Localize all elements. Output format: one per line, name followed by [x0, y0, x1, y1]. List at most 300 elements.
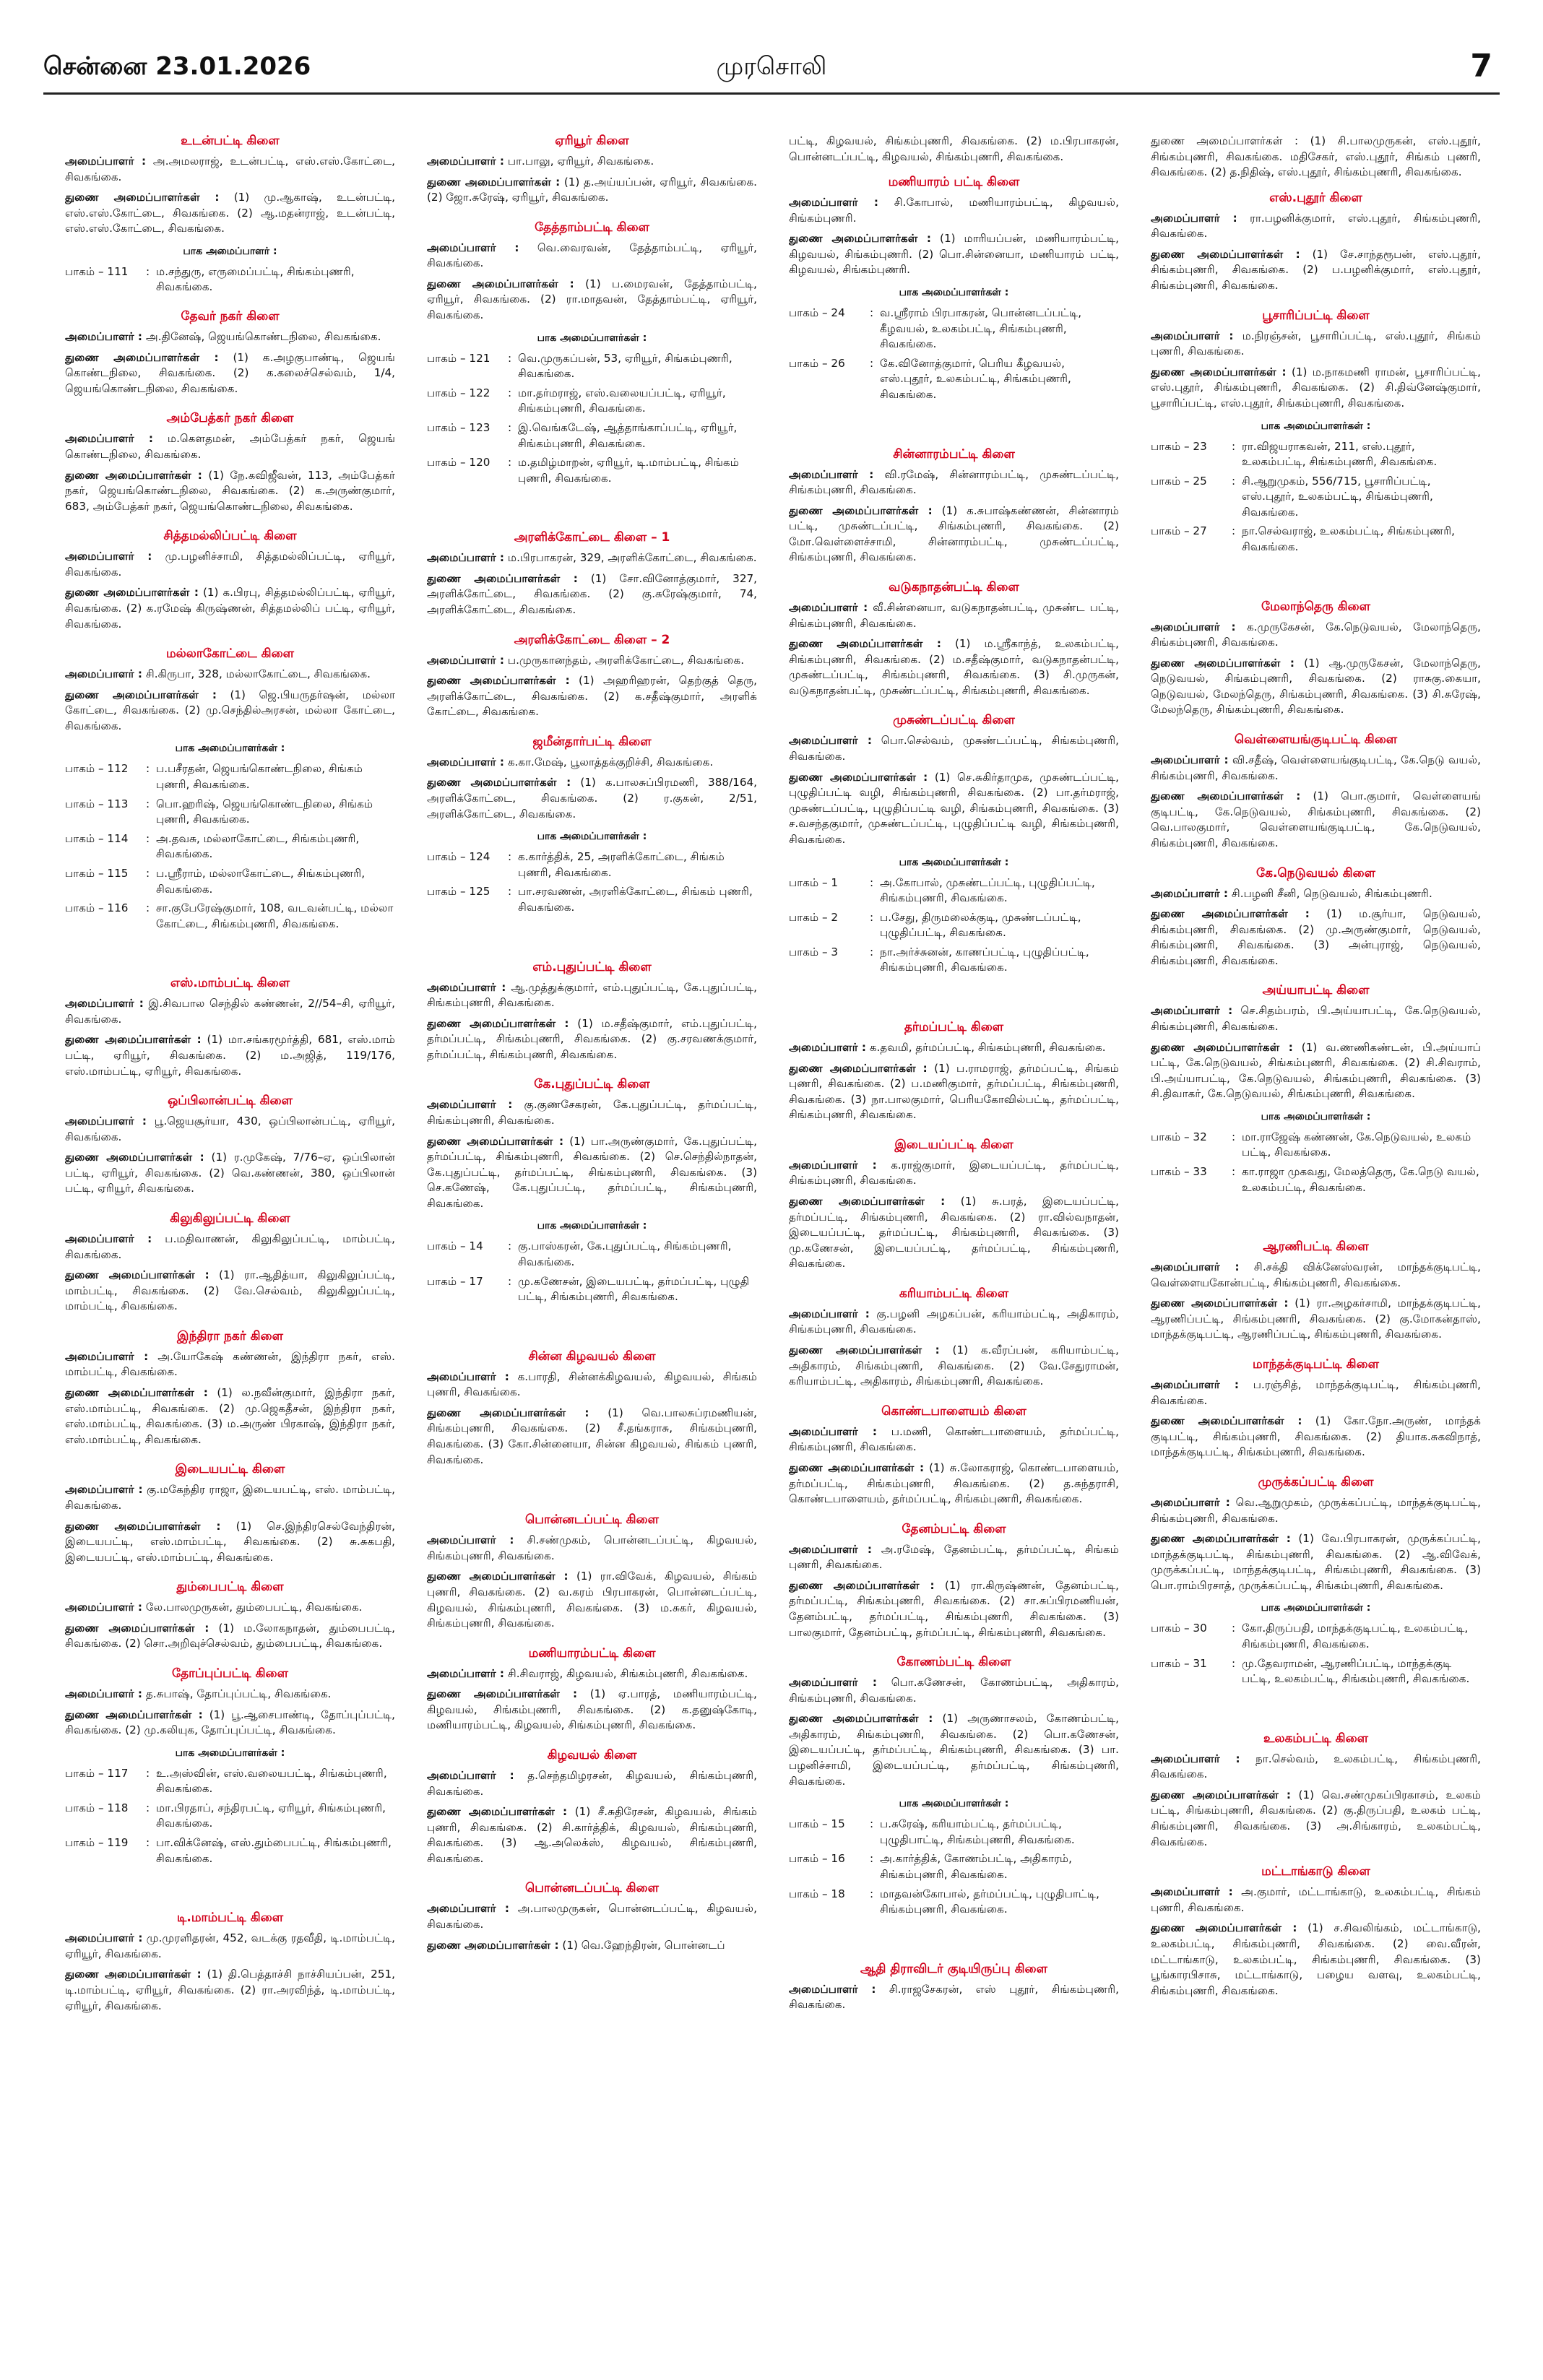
part-row: [1151, 1164, 1481, 1195]
part-colon: :: [508, 351, 512, 365]
deputies-entry: [427, 1687, 757, 1734]
part-organiser: மு.தேவராமன், ஆரணிப்பட்டி, மாந்தக்குடி பட்டி, உலகம்பட்டி, சிங்கம்புணரி, சிவகங்கை.: [1242, 1656, 1470, 1686]
deputies-label: துணை அமைப்பாளர்கள் :: [789, 770, 928, 784]
deputies-entry: [1151, 1531, 1481, 1593]
part-colon: :: [146, 264, 150, 278]
parts-heading: பாக அமைப்பாளர்கள் :: [1261, 1602, 1371, 1614]
branch-title: மல்லாகோட்டை கிளை: [165, 646, 295, 662]
branch-block: [1151, 866, 1481, 974]
deputies-names: (1) செ.இந்திரசெல்வேந்திரன், இடையபட்டி, எஸ்.மாம்பட்டி, சிவகங்கை. (2) சு.சுகபதி, இடையபட்டி, எஸ்.மாம்பட்டி, சிவகங்கை.: [65, 1519, 395, 1564]
branch-title: அம்பேத்கர் நகர் கிளை: [166, 411, 294, 426]
branch-block: [427, 735, 757, 919]
deputies-names: (1) ம.நாகமணி ராமன், பூசாரிப்பட்டி, எஸ்.புதூர், சிங்கம்புணரி, சிவகங்கை. (2) சி.திவ்னேஷ்குமார், பூசாரிப்பட்டி, எஸ்.புதூர், சிங்கம்புணரி, சிவகங்கை.: [1151, 365, 1481, 410]
secretary-entry: [789, 467, 1119, 498]
branch-title: அய்யாபட்டி கிளை: [1262, 983, 1370, 998]
secretary-label: அமைப்பாளர் :: [427, 653, 505, 667]
deputies-entry: [427, 571, 757, 618]
secretary-entry: [789, 1982, 1119, 2013]
deputies-entry: [1151, 656, 1481, 718]
branch-block: [65, 1462, 395, 1570]
part-row: [789, 1887, 1119, 1918]
secretary-name: சி.சிவராஜ், கிழவயல், சிங்கம்புணரி, சிவகங்கை.: [507, 1666, 748, 1680]
branch-block: [789, 175, 1119, 406]
masthead-rule: [43, 92, 1500, 95]
branch-block: [65, 1666, 395, 1870]
branch-title: ஒப்பிலான்பட்டி கிளை: [168, 1094, 293, 1109]
part-colon: :: [146, 1836, 150, 1850]
secretary-entry: [789, 1040, 1119, 1056]
part-organiser: மாதவன்கோபால், தர்மப்பட்டி, புழுதிபாட்டி, சிங்கம்புணரி, சிவகங்கை.: [880, 1887, 1099, 1916]
secretary-name: ப.மணி, கொண்டபாளையம், தர்மப்பட்டி, சிங்கம்புணரி, சிவகங்கை.: [789, 1424, 1119, 1454]
secretary-name: சி.பழனி சீனி, நெடுவயல், சிங்கம்புணரி.: [1231, 886, 1432, 900]
deputies-label: துணை அமைப்பாளர்கள் :: [65, 1151, 204, 1164]
branch-title: தேவர் நகர் கிளை: [181, 309, 280, 324]
deputies-entry: [427, 1134, 757, 1212]
deputies-entry: [1151, 247, 1481, 294]
secretary-label: அமைப்பாளர் :: [789, 1542, 872, 1556]
branch-title: ஆதி திராவிடர் குடியிருப்பு கிளை: [860, 1961, 1047, 1976]
branch-title: சின்ன கிழவயல் கிளை: [528, 1349, 656, 1364]
part-organiser: கா.ராஜா முகவது, மேலத்தெரு, கே.நெடு வயல், உலகம்பட்டி, சிவகங்கை.: [1242, 1165, 1479, 1194]
deputies-names: (1) மாரியப்பன், மணியாரம்பட்டி, கிழவயல், சிங்கம்புணரி. (2) பொ.சின்னையா, மணியாரம் பட்டி, கிழவயல், சிங்கம்புணரி.: [789, 232, 1119, 277]
deputies-names: (1) நே.கவிஜீவன், 113, அம்பேத்கர் நகர், ஜெயங்கொண்டநிலை, சிவகங்கை. (2) க.அருண்குமார், 683, அம்பேத்கர் நகர், ஜெயங்கொண்டநிலை, சிவகங்கை.: [65, 468, 395, 513]
part-colon: :: [1232, 1622, 1236, 1635]
part-row: [427, 455, 757, 486]
branch-title: இடையப்பட்டி கிளை: [894, 1137, 1013, 1152]
secretary-name: க.முருகேசன், கே.நெடுவயல், மேலாந்தெரு, சிங்கம்புணரி, சிவகங்கை.: [1151, 620, 1481, 649]
part-organiser: ப.சேது, திருமலைக்குடி, முசுண்டப்பட்டி, புழுதிப்பட்டி, சிவகங்கை.: [880, 910, 1081, 940]
branch-title: கே.புதுப்பட்டி கிளை: [534, 1077, 650, 1092]
part-colon: :: [508, 1274, 512, 1288]
deputies-entry: [1151, 365, 1481, 412]
deputies-label: துணை அமைப்பாளர்கள் :: [427, 1687, 578, 1701]
part-row: [427, 351, 757, 382]
deputies-names: (1) க.பிரபு, சித்தமல்லிப்பட்டி, ஏரியூர், சிவகங்கை. (2) க.ரமேஷ் கிருஷ்ணன், சித்தமல்லிப் பட்டி, ஏரியூர், சிவகங்கை.: [65, 586, 395, 631]
branch-block: [789, 580, 1119, 703]
branch-block: [427, 633, 757, 724]
deputies-entry: [789, 1711, 1119, 1789]
part-number: பாகம் – 25: [1151, 474, 1207, 488]
part-row: [65, 1835, 395, 1866]
deputies-entry: [65, 1708, 395, 1739]
deputies-label: துணை அமைப்பாளர்கள் :: [65, 468, 202, 482]
edition-date: சென்னை 23.01.2026: [43, 52, 311, 81]
branch-title: ஜமீன்தார்பட்டி கிளை: [532, 734, 652, 749]
column-4: [1151, 134, 1481, 2351]
deputies-entry: [65, 1967, 395, 2014]
secretary-name: சி.கோபால், மணியாரம்பட்டி, கிழவயல், சிங்கம்புணரி.: [789, 196, 1119, 225]
deputies-entry: [1151, 1788, 1481, 1850]
secretary-label: அமைப்பாளர் :: [1151, 886, 1229, 900]
deputies-label: துணை அமைப்பாளர்கள் :: [427, 1016, 569, 1030]
deputies-names: (1) மா.சங்கரமூர்த்தி, 681, எஸ்.மாம் பட்டி, ஏரியூர், சிவகங்கை. (2) ம.அஜித், 119/176, எஸ்.மாம்பட்டி, ஏரியூர், சிவகங்கை.: [65, 1033, 395, 1078]
deputies-entry: [789, 1194, 1119, 1272]
secretary-name: இ.சிவபால செந்தில் கண்ணன், 2//54–சி, ஏரியூர், சிவகங்கை.: [65, 997, 395, 1026]
secretary-name: மு.பழனிச்சாமி, சித்தமல்லிப்பட்டி, ஏரியூர், சிவகங்கை.: [65, 550, 395, 579]
part-number: பாகம் – 118: [65, 1801, 129, 1814]
part-colon: :: [1232, 474, 1236, 488]
secretary-label: அமைப்பாளர் :: [65, 550, 152, 563]
deputies-label: துணை அமைப்பாளர்கள் :: [65, 1968, 202, 1981]
part-row: [427, 1274, 757, 1305]
deputies-names: (1) சீ.சுதிரேசன், கிழவயல், சிங்கம் புணரி, சிவகங்கை. (2) சி.கார்த்திக், கிழவயல், சிங்கம்புணரி, சிவகங்கை. (3) ஆ.அலெக்ஸ், கிழவயல், சிங்கம்புணரி, சிவகங்கை.: [427, 1805, 757, 1865]
branch-block: [789, 134, 1119, 165]
secretary-entry: [427, 241, 757, 272]
part-number: பாகம் – 24: [789, 306, 845, 320]
secretary-entry: [427, 980, 757, 1011]
secretary-entry: [427, 755, 757, 771]
part-colon: :: [146, 901, 150, 915]
part-row: [1151, 1130, 1481, 1161]
part-organiser: சி.ஆறுமுகம், 556/715, பூசாரிப்பட்டி, எஸ்.புதூர், உலகம்பட்டி, சிங்கம்புணரி, சிவகங்கை.: [1242, 474, 1433, 519]
deputies-entry: [427, 1016, 757, 1063]
part-number: பாகம் – 119: [65, 1836, 129, 1850]
deputies-entry: [1151, 906, 1481, 969]
part-number: பாகம் – 15: [789, 1817, 845, 1831]
secretary-entry: [1151, 753, 1481, 784]
deputies-names: (1) வ.ணணிகண்டன், பி.அய்யாப் பட்டி, கே.நெடுவயல், சிங்கம்புணரி, சிவகங்கை. (2) சி.சிவராம், பி.அய்யாபட்டி, கே.நெடுவயல், சிங்கம்புணரி, சிவகங்கை. (3) சி.திவாகர், கே.நெடுவயல், சிங்கம்புணரி, சிவகங்கை.: [1151, 1040, 1481, 1101]
branch-block: [65, 134, 395, 299]
deputies-names: (1) க.அழகுபாண்டி, ஜெயங் கொண்டநிலை, சிவகங்கை. (2) க.கலைச்செல்வம், 1/4, ஜெயங்கொண்டநிலை, சிவகங்கை.: [65, 350, 395, 395]
secretary-label: அமைப்பாளர் :: [65, 1115, 147, 1128]
newspaper-name: முரசொலி: [716, 52, 827, 81]
secretary-label: அமைப்பாளர் :: [789, 196, 878, 209]
deputies-entry: [789, 770, 1119, 848]
part-colon: :: [508, 456, 512, 469]
part-organiser: ப.சுரேஷ், கரியாம்பட்டி, தர்மப்பட்டி, புழுதிபாட்டி, சிங்கம்புணரி, சிவகங்கை.: [880, 1817, 1075, 1846]
secretary-label: அமைப்பாளர் :: [65, 155, 147, 168]
parts-heading: பாக அமைப்பாளர் :: [183, 245, 277, 257]
secretary-name: ரா.பழனிக்குமார், எஸ்.புதூர், சிங்கம்புணரி, சிவகங்கை.: [1151, 211, 1481, 241]
deputies-entry: [427, 673, 757, 720]
secretary-label: அமைப்பாளர் :: [1151, 620, 1236, 633]
secretary-label: அமைப்பாளர் :: [789, 1307, 870, 1320]
part-number: பாகம் – 113: [65, 797, 129, 810]
deputies-entry: [427, 1406, 757, 1468]
secretary-name: அ.யோகேஷ் கண்ணன், இந்திரா நகர், எஸ். மாம்பட்டி, சிவகங்கை.: [65, 1349, 395, 1379]
part-number: பாகம் – 1: [789, 875, 839, 889]
deputies-names: (1) க.சுபாஷ்கண்ணன், சின்னாரம் பட்டி, முசுண்டப்பட்டி, சிங்கம்புணரி, சிவகங்கை. (2) மோ.வெள்ளைச்சாமி, சின்னாரம்பட்டி, முசுண்டப்பட்டி, சிங்கம்புணரி, சிவகங்கை.: [789, 503, 1119, 564]
secretary-name: வெ.வைரவன், தேத்தாம்பட்டி, ஏரியூர், சிவகங்கை.: [427, 241, 757, 270]
secretary-name: ம.நிரஞ்சன், பூசாரிப்பட்டி, எஸ்.புதூர், சிங்கம் புணரி, சிவகங்கை.: [1151, 329, 1481, 358]
branch-block: [1151, 983, 1481, 1199]
secretary-name: அ.குமார், மட்டாங்காடு, உலகம்பட்டி, சிங்கம் புணரி, சிவகங்கை.: [1151, 1885, 1481, 1914]
part-organiser: பா.சரவணன், அரளிக்கோட்டை, சிங்கம் புணரி, சிவகங்கை.: [518, 885, 753, 914]
part-colon: :: [870, 1887, 874, 1900]
branch-block: [427, 1646, 757, 1738]
part-organiser: மா.ராஜேஷ் கண்ணன், கே.நெடுவயல், உலகம் பட்டி, சிவகங்கை.: [1242, 1130, 1471, 1159]
deputies-names: (1) சு.லோகராஜ், கொண்டபாளையம், தர்மப்பட்டி, சிங்கம்புணரி, சிவகங்கை. (2) த.சுந்தராசி, கொண்டபாளையம், தர்மப்பட்டி, சிங்கம்புணரி, சிவகங்கை.: [789, 1461, 1119, 1506]
secretary-label: அமைப்பாளர் :: [427, 980, 506, 994]
part-row: [427, 1239, 757, 1270]
part-organiser: ப.ஸ்ரீராம், மல்லாகோட்டை, சிங்கம்புணரி, சிவகங்கை.: [156, 866, 366, 896]
part-number: பாகம் – 30: [1151, 1622, 1207, 1635]
part-organiser: இ.வெங்கடேஷ், ஆத்தாங்காப்பட்டி, ஏரியூர், சிங்கம்புணரி, சிவகங்கை.: [518, 420, 738, 450]
deputies-label: துணை அமைப்பாளர்கள் :: [427, 1406, 589, 1419]
part-row: [789, 1851, 1119, 1882]
deputies-entry: [427, 1938, 757, 1954]
part-number: பாகம் – 26: [789, 356, 845, 370]
part-organiser: கே.வினோத்குமார், பெரிய கீழவயல், எஸ்.புதூர், உலகம்பட்டி, சிங்கம்புணரி, சிவகங்கை.: [880, 356, 1071, 401]
secretary-label: அமைப்பாளர் :: [789, 1424, 877, 1438]
deputies-names: (1) ம.சூர்யா, நெடுவயல், சிங்கம்புணரி, சிவகங்கை. (2) மு.அருண்குமார், நெடுவயல், சிங்கம்புணரி, சிவகங்கை. (3) அன்புராஜ், நெடுவயல், சிங்கம்புணரி, சிவகங்கை.: [1151, 907, 1481, 967]
secretary-name: அ.ரமேஷ், தேனம்பட்டி, தர்மப்பட்டி, சிங்கம் புணரி, சிவகங்கை.: [789, 1542, 1119, 1572]
secretary-name: ப.மதிவாணன், கிலுகிலுப்பட்டி, மாம்பட்டி, சிவகங்கை.: [65, 1232, 395, 1261]
branch-title: கரியாம்பட்டி கிளை: [899, 1286, 1009, 1301]
secretary-entry: [65, 1687, 395, 1702]
branch-block: [65, 1329, 395, 1452]
part-organiser: ரா.விஜயராகவன், 211, எஸ்.புதூர், உலகம்பட்டி, சிங்கம்புணரி, சிவகங்கை.: [1242, 439, 1438, 469]
branch-block: [65, 529, 395, 636]
secretary-label: அமைப்பாளர் :: [789, 1158, 877, 1172]
secretary-entry: [789, 1307, 1119, 1338]
part-number: பாகம் – 120: [427, 456, 490, 469]
part-organiser: வெ.முருகப்பன், 53, ஏரியூர், சிங்கம்புணரி, சிவகங்கை.: [518, 351, 732, 381]
deputies-entry: [789, 1578, 1119, 1640]
part-colon: :: [1232, 524, 1236, 538]
branch-title: ஆரணிபட்டி கிளை: [1263, 1239, 1369, 1255]
part-colon: :: [870, 910, 874, 924]
deputies-names: (1) ம.ஸ்ரீகாந்த், உலகம்பட்டி, சிங்கம்புணரி, சிவகங்கை. (2) ம.சதீஷ்குமார், வடுகநாதன்பட்டி, முசுண்டப்பட்டி, சிங்கம்புணரி, சிவகங்கை. (3) சி.முருகன், வடுகநாதன்பட்டி, முசுண்டப்பட்டி, சிங்கம்புணரி, சிவகங்கை.: [789, 637, 1119, 697]
secretary-entry: [65, 154, 395, 185]
secretary-entry: [1151, 620, 1481, 651]
deputies-entry: [789, 231, 1119, 278]
deputies-entry: [1151, 1040, 1481, 1102]
secretary-label: அமைப்பாளர் :: [65, 330, 143, 344]
secretary-name: சி.கிருபா, 328, மல்லாகோட்டை, சிவகங்கை.: [145, 667, 371, 681]
parts-heading: பாக அமைப்பாளர்கள் :: [537, 1220, 647, 1232]
secretary-entry: [427, 550, 757, 566]
deputies-entry: [427, 1569, 757, 1631]
part-row: [789, 1817, 1119, 1848]
secretary-entry: [65, 1600, 395, 1616]
deputies-label: துணை அமைப்பாளர்கள் :: [65, 1519, 221, 1533]
part-row: [789, 875, 1119, 906]
secretary-name: பூ.ஜெயசூர்யா, 430, ஒப்பிலான்பட்டி, ஏரியூர், சிவகங்கை.: [65, 1115, 395, 1143]
part-colon: :: [146, 1766, 150, 1780]
branch-title: பூசாரிப்பட்டி கிளை: [1262, 308, 1370, 323]
deputies-label: துணை அமைப்பாளர்கள் :: [1151, 1788, 1291, 1801]
deputies-entry: [789, 1343, 1119, 1390]
part-organiser: நா.அர்ச்சுனன், காணப்பட்டி, புழுதிப்பட்டி, சிங்கம்புணரி, சிவகங்கை.: [880, 945, 1089, 974]
secretary-label: அமைப்பாளர் :: [427, 1533, 514, 1547]
part-colon: :: [1232, 1165, 1236, 1179]
deputies-entry: [65, 1519, 395, 1566]
deputies-label: துணை அமைப்பாளர்கள் :: [789, 1195, 946, 1208]
secretary-label: அமைப்பாளர் :: [789, 1982, 876, 1996]
branch-title: முருக்கப்பட்டி கிளை: [1258, 1474, 1374, 1489]
secretary-entry: [789, 1675, 1119, 1706]
branch-title: அரளிக்கோட்டை கிளை – 2: [514, 632, 670, 647]
deputies-label: துணை அமைப்பாளர்கள் :: [1151, 365, 1287, 378]
part-row: [65, 901, 395, 932]
continued-text: பட்டி, கிழவயல், சிங்கம்புணரி, சிவகங்கை. (2) ம.பிரபாகரன், பொன்னடப்பட்டி, கிழவயல், சிங்கம்புணரி, சிவகங்கை.: [789, 134, 1119, 163]
secretary-name: க.பாரதி, சின்னக்கிழவயல், கிழவயல், சிங்கம் புணரி, சிவகங்கை.: [427, 1369, 757, 1399]
secretary-name: பா.பாலு, ஏரியூர், சிவகங்கை.: [507, 155, 654, 168]
part-number: பாகம் – 31: [1151, 1656, 1207, 1670]
deputies-names: (1) ல.நவீன்குமார், இந்திரா நகர், எஸ்.மாம்பட்டி, சிவகங்கை. (2) மு.ஜெகதீசன், இந்திரா நகர், எஸ்.மாம்பட்டி, சிவகங்கை. (3) ம.அருண் பிரகாஷ், இந்திரா நகர், எஸ்.மாம்பட்டி, சிவகங்கை.: [65, 1386, 395, 1446]
part-organiser: மா.பிரதாப், சந்திரபட்டி, ஏரியூர், சிங்கம்புணரி, சிவகங்கை.: [156, 1801, 386, 1830]
secretary-entry: [789, 195, 1119, 226]
branch-block: [65, 1211, 395, 1319]
branch-block: [65, 411, 395, 519]
secretary-label: அமைப்பாளர் :: [789, 734, 872, 748]
secretary-name: த.செந்தமிழரசன், கிழவயல், சிங்கம்புணரி, சிவகங்கை.: [427, 1769, 757, 1798]
column-3: [789, 134, 1119, 2351]
secretary-label: அமைப்பாளர் :: [789, 1676, 877, 1689]
part-colon: :: [146, 1801, 150, 1814]
deputies-names: (1) பூ.ஆசைபாண்டி, தோப்புப்பட்டி, சிவகங்கை. (2) மு.கலியுக, தோப்புப்பட்டி, சிவகங்கை.: [65, 1708, 395, 1737]
deputies-names: (1) பொ.குமார், வெள்ளையங் குடிபட்டி, கே.நெடுவயல், சிங்கம்புணரி, சிவகங்கை. (2) வெ.பாலகுமார், வெள்ளையங்குடிபட்டி, கே.நெடுவயல், சிங்கம்புணரி, சிவகங்கை.: [1151, 789, 1481, 849]
part-number: பாகம் – 122: [427, 386, 490, 399]
masthead: [43, 48, 1500, 91]
branch-title: தேத்தாம்பட்டி கிளை: [535, 220, 649, 235]
part-row: [789, 306, 1119, 352]
secretary-label: அமைப்பாளர் :: [65, 1483, 143, 1497]
branch-block: [1151, 308, 1481, 559]
branch-title: மணியாரம்பட்டி கிளை: [528, 1645, 656, 1661]
deputies-names: (1) அருணாசலம், கோணம்பட்டி, அதிகாரம், சிங்கம்புணரி, சிவகங்கை. (2) பொ.கணேசன், இடையப்பட்டி, தர்மப்பட்டி, சிங்கம்புணரி, சிவகங்கை. (3) பா. பழனிச்சாமி, இடையப்பட்டி, தர்மப்பட்டி, சிங்கம்புணரி, சிவகங்கை.: [789, 1712, 1119, 1788]
deputies-names: (1) தி.பெத்தாச்சி நாச்சியப்பன், 251, டி.மாம்பட்டி, ஏரியூர், சிவகங்கை. (2) ரா.அரவிந்த், டி.மாம்பட்டி, ஏரியூர், சிவகங்கை.: [65, 1968, 395, 2012]
deputies-label: துணை அமைப்பாளர்கள் :: [1151, 1040, 1293, 1054]
deputies-names: (1) ரா.கிருஷ்ணன், தேனம்பட்டி, தர்மப்பட்டி, சிங்கம்புணரி, சிவகங்கை. (2) சா.சுப்பிரமணியன், தேனம்பட்டி, தர்மப்பட்டி, சிங்கம்புணரி, சிவகங்கை. (3) பாலகுமார், தேனம்பட்டி, தர்மப்பட்டி, சிங்கம்புணரி, சிவகங்கை.: [789, 1578, 1119, 1639]
deputies-entry: [65, 1150, 395, 1197]
part-number: பாகம் – 114: [65, 831, 129, 845]
branch-block: [1151, 1239, 1481, 1347]
branch-title: வடுகநாதன்பட்டி கிளை: [889, 579, 1019, 594]
deputies-names: (1) செ.சுகிர்தாமுக, முசுண்டப்பட்டி, புழுதிப்பட்டி வழி, சிங்கம்புணரி, சிவகங்கை. (2) பா.தர்மராஜ், முசுண்டப்பட்டி, புழுதிப்பட்டி வழி, சிங்கம்புணரி, சிவகங்கை. (3) ச.வசந்தகுமார், முசுண்டப்பட்டி, புழுதிப்பட்டி வழி, சிங்கம்புணரி, சிவகங்கை.: [789, 770, 1119, 846]
secretary-entry: [427, 1533, 757, 1564]
branch-title: உலகம்பட்டி கிளை: [1263, 1731, 1369, 1746]
part-colon: :: [1232, 439, 1236, 453]
secretary-entry: [427, 154, 757, 170]
deputies-names: (1) ரா.அழகர்சாமி, மாந்தக்குடிபட்டி, ஆரணிப்பட்டி, சிங்கம்புணரி, சிவகங்கை. (2) கு.மோகன்தாஸ், மாந்தக்குடிபட்டி, ஆரணிப்பட்டி, சிங்கம்புணரி, சிவகங்கை.: [1151, 1297, 1481, 1341]
branch-block: [427, 1748, 757, 1871]
branch-title: கே.நெடுவயல் கிளை: [1256, 865, 1375, 880]
branch-title: சின்னாரம்பட்டி கிளை: [893, 446, 1015, 462]
branch-title: பொன்னடப்பட்டி கிளை: [525, 1513, 659, 1528]
deputies-names: (1) க.வீரப்பன், கரியாம்பட்டி, அதிகாரம், சிங்கம்புணரி, சிவகங்கை. (2) வே.சேதுராமன், கரியாம்பட்டி, அதிகாரம், சிங்கம்புணரி, சிவகங்கை.: [789, 1343, 1119, 1388]
branch-title: தேனம்பட்டி கிளை: [902, 1521, 1006, 1536]
secretary-name: அ.அமலராஜ், உடன்பட்டி, எஸ்.எஸ்.கோட்டை, சிவகங்கை.: [65, 155, 395, 183]
part-organiser: உ.அஸ்வின், எஸ்.வலையபட்டி, சிங்கம்புணரி, சிவகங்கை.: [156, 1766, 387, 1796]
branch-block: [789, 1962, 1119, 2018]
branch-title: இந்திரா நகர் கிளை: [177, 1328, 283, 1343]
deputies-names: (1) அஹரிஹரன், தெற்குத் தெரு, அரளிக்கோட்டை, சிவகங்கை. (2) க.சதீஷ்குமார், அரளிக் கோட்டை, சிவகங்கை.: [427, 674, 757, 719]
part-colon: :: [870, 1852, 874, 1866]
part-organiser: பா.விக்னேஷ், எஸ்.தும்பைபட்டி, சிங்கம்புணரி, சிவகங்கை.: [156, 1836, 392, 1865]
secretary-name: ஆ.முத்துக்குமார், எம்.புதுப்பட்டி, கே.புதுப்பட்டி, சிங்கம்புணரி, சிவகங்கை.: [427, 980, 757, 1010]
deputies-label: துணை அமைப்பாளர்கள் :: [1151, 1414, 1302, 1428]
part-number: பாகம் – 16: [789, 1852, 845, 1866]
part-number: பாகம் – 121: [427, 351, 490, 365]
column-1: [65, 134, 395, 2351]
deputies-entry: [427, 1804, 757, 1866]
secretary-entry: [1151, 1884, 1481, 1916]
secretary-entry: [789, 733, 1119, 764]
deputies-entry: [1151, 1414, 1481, 1461]
deputies-entry: [65, 1032, 395, 1079]
deputies-label: துணை அமைப்பாளர்கள் :: [65, 191, 220, 204]
secretary-name: செ.சிதம்பரம், பி.அய்யாபட்டி, கே.நெடுவயல், சிங்கம்புணரி, சிவகங்கை.: [1151, 1004, 1481, 1033]
deputies-names: (1) மு.ஆகாஷ், உடன்பட்டி, எஸ்.எஸ்.கோட்டை, சிவகங்கை. (2) ஆ.மதன்ராஜ், உடன்பட்டி, எஸ்.எஸ்.கோட்டை, சிவகங்கை.: [65, 191, 395, 235]
secretary-name: லே.பாலமுருகன், தும்பைபட்டி, சிவகங்கை.: [145, 1601, 363, 1614]
deputies-label: துணை அமைப்பாளர்கள் :: [789, 503, 933, 517]
secretary-entry: [1151, 1752, 1481, 1783]
deputies-names: (1) ர.முகேஷ், 7/76–ஏ, ஒப்பிலான் பட்டி, ஏரியூர், சிவகங்கை. (2) வெ.கண்ணன், 380, ஒப்பிலான் பட்டி, ஏரியூர், சிவகங்கை.: [65, 1151, 395, 1195]
branch-title: கிலுகிலுப்பட்டி கிளை: [170, 1211, 290, 1226]
secretary-label: அமைப்பாளர் :: [65, 1349, 149, 1363]
secretary-label: அமைப்பாளர் :: [427, 1369, 509, 1383]
part-row: [1151, 1621, 1481, 1652]
part-colon: :: [1232, 1130, 1236, 1143]
branch-block: [1151, 191, 1481, 298]
part-colon: :: [508, 885, 512, 899]
branch-block: [427, 1513, 757, 1635]
part-row: [789, 945, 1119, 976]
secretary-label: அமைப்பாளர் :: [1151, 1885, 1233, 1899]
branch-block: [427, 134, 757, 210]
deputies-label: துணை அமைப்பாளர்கள் :: [789, 1712, 933, 1726]
branch-title: மணியாரம் பட்டி கிளை: [888, 175, 1020, 190]
deputies-label: துணை அமைப்பாளர்கள் :: [1151, 247, 1300, 261]
part-organiser: ம.தமிழ்மாறன், ஏரியூர், டி.மாம்பட்டி, சிங்கம் புணரி, சிவகங்கை.: [518, 456, 739, 485]
branch-block: [1151, 1731, 1481, 1854]
secretary-label: அமைப்பாளர் :: [65, 1601, 143, 1614]
branch-title: மேலாந்தெரு கிளை: [1261, 599, 1370, 614]
deputies-label: துணை அமைப்பாளர்கள் :: [427, 571, 578, 585]
secretary-label: அமைப்பாளர் :: [427, 551, 505, 565]
deputies-label: துணை அமைப்பாளர்கள் :: [1151, 1532, 1291, 1546]
deputies-names: (1) வெ.சண்முகப்பிரகாசம், உலகம் பட்டி, சிங்கம்புணரி, சிவகங்கை. (2) கு.திருப்பதி, உலகம் பட்டி, சிங்கம்புணரி, சிவகங்கை. (3) அ.சிங்காரம், உலகம்பட்டி, சிவகங்கை.: [1151, 1788, 1481, 1848]
deputies-names: (1) ம.சதீஷ்குமார், எம்.புதுப்பட்டி, தர்மப்பட்டி, சிங்கம்புணரி, சிவகங்கை. (2) கு.சரவணக்குமார், தர்மப்பட்டி, சிங்கம்புணரி, சிவகங்கை.: [427, 1016, 757, 1061]
part-number: பாகம் – 3: [789, 945, 839, 959]
part-colon: :: [870, 875, 874, 889]
branch-block: [427, 1881, 757, 1957]
branch-title: எம்.புதுப்பட்டி கிளை: [532, 959, 652, 974]
secretary-name: ப.முருகானந்தம், அரளிக்கோட்டை, சிவகங்கை.: [507, 653, 745, 667]
part-row: [1151, 439, 1481, 470]
secretary-entry: [65, 329, 395, 345]
deputies-entry: [65, 1621, 395, 1652]
secretary-entry: [1151, 211, 1481, 242]
branch-title: தும்பைபட்டி கிளை: [176, 1580, 284, 1595]
part-row: [427, 386, 757, 417]
secretary-entry: [1151, 329, 1481, 360]
deputies-names: (1) ப.மைரவன், தேத்தாம்பட்டி, ஏரியூர், சிவகங்கை. (2) ரா.மாதவன், தேத்தாம்பட்டி, ஏரியூர், சிவகங்கை.: [427, 277, 757, 322]
part-organiser: க.கார்த்திக், 25, அரளிக்கோட்டை, சிங்கம் புணரி, சிவகங்கை.: [518, 850, 725, 879]
secretary-label: அமைப்பாளர் :: [65, 1687, 143, 1700]
deputies-names: (1) வெ.பாலசுப்ரமணியன், சிங்கம்புணரி, சிவகங்கை. (2) சீ.தங்கராசு, சிங்கம்புணரி, சிவகங்கை. (3) கோ.சின்னையா, சின்ன கிழவயல், சிங்கம் புணரி, சிவகங்கை.: [427, 1406, 757, 1466]
secretary-entry: [65, 1114, 395, 1145]
secretary-entry: [789, 1542, 1119, 1573]
part-organiser: அ.கோபால், முசுண்டப்பட்டி, புழுதிப்பட்டி, சிங்கம்புணரி, சிவகங்கை.: [880, 875, 1095, 905]
part-colon: :: [146, 797, 150, 810]
branch-block: [427, 530, 757, 622]
deputies-entry: [1151, 1296, 1481, 1343]
deputies-label: துணை அமைப்பாளர்கள் :: [789, 1578, 935, 1592]
parts-heading: பாக அமைப்பாளர்கள் :: [1261, 420, 1371, 432]
part-row: [427, 849, 757, 880]
deputies-entry: [789, 636, 1119, 698]
secretary-label: அமைப்பாளர் :: [1151, 211, 1237, 225]
secretary-entry: [65, 996, 395, 1027]
part-row: [789, 910, 1119, 941]
secretary-entry: [1151, 886, 1481, 902]
branch-title: சித்தமல்லிப்பட்டி கிளை: [163, 529, 297, 544]
branch-title: ஏரியூர் கிளை: [555, 134, 629, 148]
part-organiser: ம.சந்துரு, எருமைப்பட்டி, சிங்கம்புணரி, சிவகங்கை.: [156, 264, 355, 294]
